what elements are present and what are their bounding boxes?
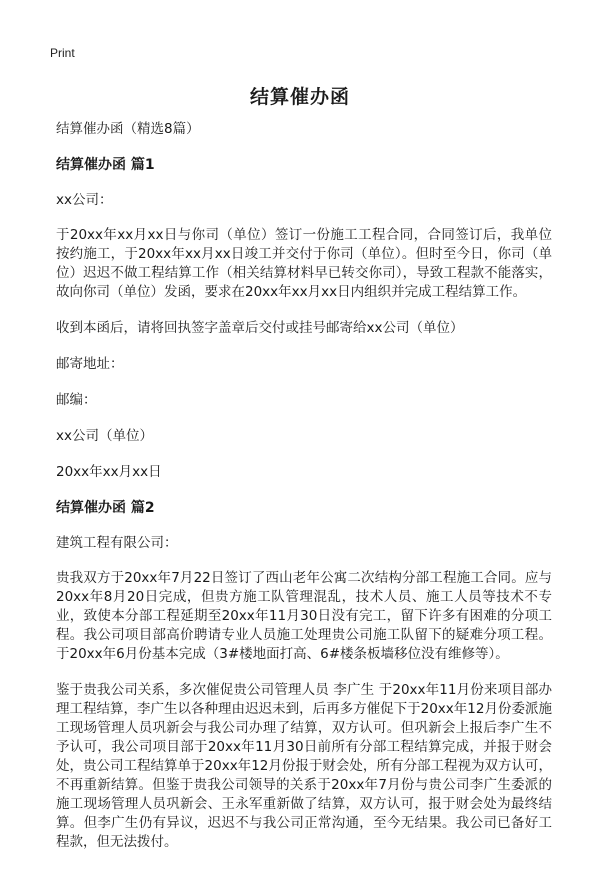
section2-para2: 鉴于贵我公司关系，多次催促贵公司管理人员 李广生 于20xx年11月份来项目部办理工程结算，李广生以各种理由迟迟未到，后再多方催促下于20xx年12月份委派施工现场管理人员巩新会与我公司办理了结算，双方认可。但巩新会上报后李广生不予认可，我公司项目部于20xx年11月30日前所有分部工程结算完成，并报于财会处，贵公司工程结算单于20xx年12月份报于财会处，所有分部工程视为双方认可，不再重新结算。但鉴于贵我公司领导的关系于20xx年7月份与贵公司李广生委派的施工现场管理人员巩新会、王永军重新做了结算，双方认可，报于财会处为最终结算。但李广生仍有异议，迟迟不与我公司正常沟通，至今无结果。我公司已备好工程款，但无法拨付。 <box>56 682 552 850</box>
section1-date: 20xx年xx月xx日 <box>56 464 162 480</box>
print-label: Print <box>50 46 75 60</box>
document-body <box>56 120 552 869</box>
section1-sender: xx公司（单位） <box>56 428 153 444</box>
section1-postcode: 邮编： <box>56 392 97 408</box>
section1-greeting: xx公司： <box>56 192 113 208</box>
section1-receipt: 收到本函后，请将回执签字盖章后交付或挂号邮寄给xx公司（单位） <box>56 320 464 336</box>
page-title: 结算催办函 <box>249 86 350 108</box>
section2-heading: 结算催办函 篇2 <box>56 500 155 516</box>
section1-body: 于20xx年xx月xx日与你司（单位）签订一份施工工程合同，合同签订后，我单位按约施工，于20xx年xx月xx日竣工并交付于你司（单位）。但时至今日，你司（单位）迟迟不做工程结算工作（相关结算材料早已转交你司），导致工程款不能落实，故向你司（单位）发函，要求在20xx年xx月xx日内组织并完成工程结算工作。 <box>56 227 552 300</box>
section1-address: 邮寄地址： <box>56 356 124 372</box>
section2-para1: 贵我双方于20xx年7月22日签订了西山老年公寓二次结构分部工程施工合同。应与20xx年8月20日完成，但贵方施工队管理混乱，技术人员、施工人员等技术不专业，致使本分部工程延期至20xx年11月30日没有完工，留下许多有困难的分项工程。我公司项目部高价聘请专业人员施工处理贵公司施工队留下的疑难分项工程。于20xx年6月份基本完成（3#楼地面打高、6#楼条板墙移位没有维修等）。 <box>56 570 552 662</box>
section2-greeting: 建筑工程有限公司： <box>56 535 178 551</box>
subtitle: 结算催办函（精选8篇） <box>56 121 200 137</box>
section1-heading: 结算催办函 篇1 <box>56 157 155 173</box>
